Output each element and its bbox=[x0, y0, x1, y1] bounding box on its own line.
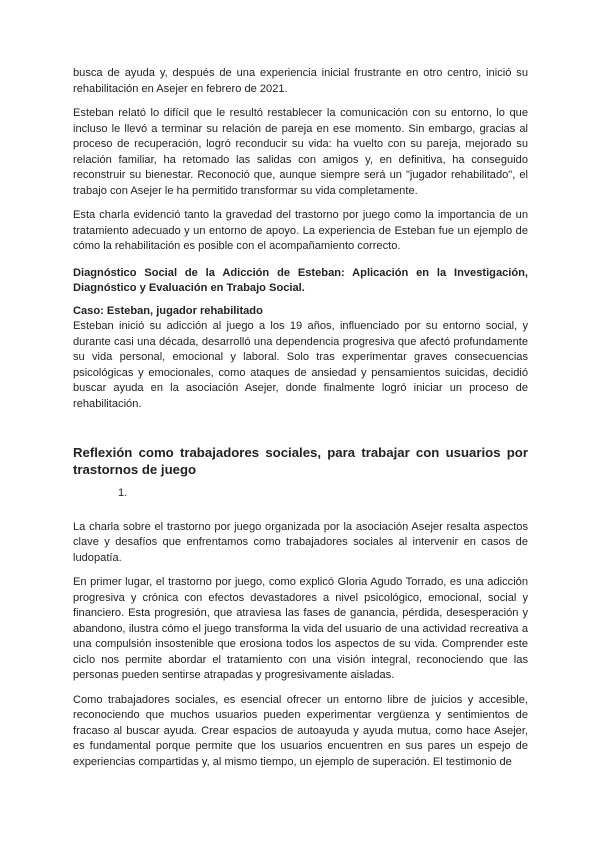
paragraph-talk-conclusion: Esta charla evidenció tanto la gravedad del trastorno por juego como la importancia de un tratamiento adecuado y un entorno de apoyo. La experiencia de Esteban fue un ejemplo de cómo la rehabilitación es posible con el acompañamiento correcto. bbox=[73, 209, 528, 252]
diagnosis-title: Diagnóstico Social de la Adicción de Esteban: Aplicación en la Investigación, Diagnóstico y Evaluación en Trabajo Social. bbox=[73, 266, 528, 294]
list-number: 1. bbox=[118, 487, 128, 499]
paragraph-reflection-social-work: Como trabajadores sociales, es esencial ofrecer un entorno libre de juicios y accesible, reconociendo que muchos usuarios pueden experimentar vergüenza y sentimientos de fracaso al buscar ayuda. Crear espacios de autoayuda y ayuda mutua, como hace Asejer, es fundamental porque permite que los usuarios encuentren en sus pares un espejo de experiencias compartidas y, al mismo tiempo, un ejemplo de superación. El testimonio de bbox=[73, 693, 528, 768]
paragraph-esteban-recovery: Esteban relató lo difícil que le resultó restablecer la comunicación con su entorno, lo que incluso le llevó a terminar su relación de pareja en ese momento. Sin embargo, gracias al proceso de recuperación, logró reconducir su vida: ha vuelto con su pareja, mejorado su relación familiar, ha retomado las salidas con amigos y, en definitiva, ha conseguido reconstruir su bienestar. Reconoció que, aunque siempre será un "jugador rehabilitado", el trabajo con Asejer le ha permitido transformar su vida completamente. bbox=[73, 107, 528, 197]
reflection-heading: Reflexión como trabajadores sociales, para trabajar con usuarios por trastornos de juego bbox=[73, 445, 528, 477]
paragraph-reflection-intro: La charla sobre el trastorno por juego organizada por la asociación Asejer resalta aspectos clave y desafíos que enfrentamos como trabajadores sociales al intervenir en casos de ludopatía. bbox=[73, 520, 528, 564]
document-page bbox=[73, 66, 528, 770]
case-title: Caso: Esteban, jugador rehabilitado bbox=[73, 304, 263, 317]
paragraph-reflection-disorder: En primer lugar, el trastorno por juego, como explicó Gloria Agudo Torrado, es una adicción progresiva y crónica con efectos devastadores a nivel psicológico, emocional, social y financiero. Esta progresión, que atraviesa las fases de ganancia, pérdida, desesperación y abandono, ilustra cómo el juego transforma la vida del usuario de una actividad recreativa a una compulsión insostenible que erosiona todos los aspectos de su vida. Comprender este ciclo nos permite abordar el tratamiento con una visión integral, reconociendo que las personas pueden sentirse atrapadas y progresivamente aisladas. bbox=[73, 576, 528, 681]
paragraph-case-description: Esteban inició su adicción al juego a los 19 años, influenciado por su entorno social, y durante casi una década, desarrolló una dependencia progresiva que afectó profundamente su vida personal, emocional y laboral. Solo tras experimentar graves consecuencias psicológicas y emocionales, como ataques de ansiedad y pensamientos suicidas, decidió buscar ayuda en la asociación Asejer, donde finalmente logró iniciar un proceso de rehabilitación. bbox=[73, 320, 528, 410]
paragraph-rehab-start: busca de ayuda y, después de una experiencia inicial frustrante en otro centro, inició su rehabilitación en Asejer en febrero de 2021. bbox=[73, 67, 528, 95]
